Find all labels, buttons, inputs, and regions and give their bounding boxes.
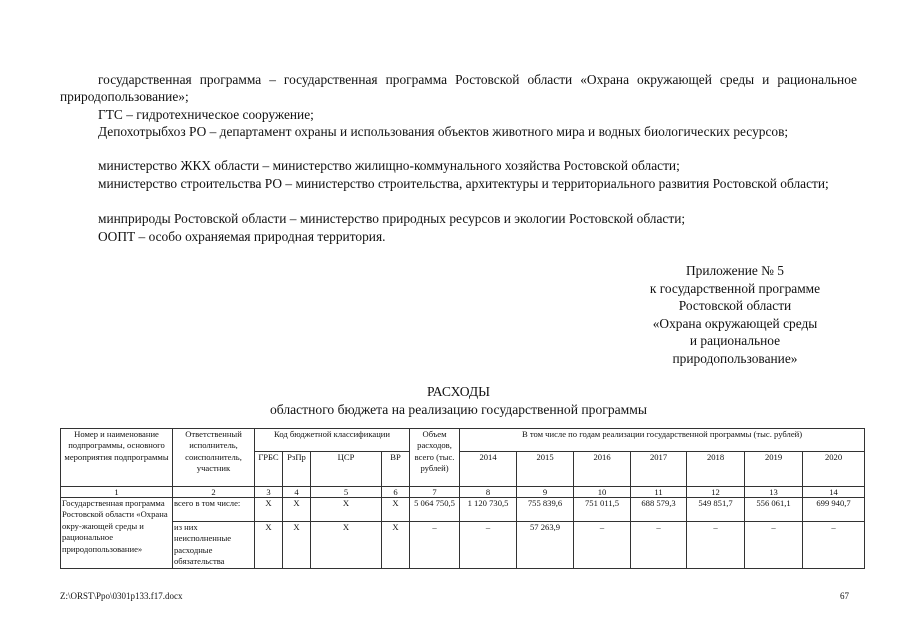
- definition-oopt: ООПТ – особо охраняемая природная территория.: [98, 229, 386, 244]
- document-subtitle: областного бюджета на реализацию государственной программы: [269, 402, 648, 417]
- executor-cell: всего в том числе:: [173, 498, 255, 522]
- column-number-row: [61, 487, 865, 498]
- year-cell: 57 263,9: [517, 522, 574, 569]
- budget-table: [60, 428, 865, 569]
- header-year-2014: 2014: [460, 452, 517, 487]
- table-row: [61, 498, 865, 522]
- header-rzpr: РзПр: [283, 452, 311, 487]
- csr-cell: X: [311, 522, 382, 569]
- appendix-line: к государственной программе: [649, 280, 821, 296]
- grbs-cell: X: [255, 498, 283, 522]
- executor-cell: из них неисполненные расходные обязательства: [173, 522, 255, 569]
- header-year-2017: 2017: [631, 452, 687, 487]
- definition-gts: ГТС – гидротехническое сооружение;: [98, 107, 314, 122]
- header-vr: ВР: [382, 452, 410, 487]
- header-grbs: ГРБС: [255, 452, 283, 487]
- column-number: 4: [283, 487, 311, 498]
- appendix-line: «Охрана окружающей среды: [652, 315, 818, 331]
- header-budget-code: Код бюджетной классификации: [255, 429, 410, 452]
- rzpr-cell: X: [283, 522, 311, 569]
- column-number: 1: [61, 487, 173, 498]
- column-number: 11: [631, 487, 687, 498]
- year-cell: –: [803, 522, 865, 569]
- column-number: 14: [803, 487, 865, 498]
- year-cell: –: [631, 522, 687, 569]
- column-number: 7: [410, 487, 460, 498]
- definition-minprirody: минприроды Ростовской области – министерство природных ресурсов и экологии Ростовской области;: [98, 211, 686, 226]
- header-years-group: В том числе по годам реализации государственной программы (тыс. рублей): [460, 429, 865, 452]
- appendix-line: природопользование»: [672, 350, 798, 366]
- header-csr: ЦСР: [311, 452, 382, 487]
- column-number: 6: [382, 487, 410, 498]
- header-year-2019: 2019: [745, 452, 803, 487]
- year-cell: 549 851,7: [687, 498, 745, 522]
- appendix-line: и рациональное: [689, 333, 781, 349]
- column-number: 9: [517, 487, 574, 498]
- program-name-cell: Государственная программа Ростовской области «Охрана окру-жающей среды и рациональное природопользование»: [61, 498, 173, 569]
- header-name: Номер и наименование подпрограммы, основного мероприятия подпрограммы: [61, 429, 173, 487]
- column-number: 2: [173, 487, 255, 498]
- column-number: 5: [311, 487, 382, 498]
- rzpr-cell: X: [283, 498, 311, 522]
- header-executor: Ответственный исполнитель, соисполнитель, участник: [173, 429, 255, 487]
- header-total: Объем расходов, всего (тыс. рублей): [410, 429, 460, 487]
- vr-cell: X: [382, 498, 410, 522]
- year-cell: –: [745, 522, 803, 569]
- definition-ministry-construction: министерство строительства РО – министерство строительства, архитектуры и территориального развития Ростовской области;: [98, 176, 829, 191]
- year-cell: 755 839,6: [517, 498, 574, 522]
- header-year-2020: 2020: [803, 452, 865, 487]
- appendix-header: [620, 262, 850, 368]
- appendix-line: Ростовской области: [678, 298, 792, 314]
- footer-file-path: Z:\ORST\Ppo\0301p133.f17.docx: [60, 591, 183, 601]
- column-number: 8: [460, 487, 517, 498]
- year-cell: 699 940,7: [803, 498, 865, 522]
- definition-state-program: государственная программа – государственная программа Ростовской области «Охрана окружающей среды и рациональное природопользование»;: [60, 72, 857, 104]
- header-year-2016: 2016: [574, 452, 631, 487]
- year-cell: 751 011,5: [574, 498, 631, 522]
- definition-depokhotrybkhoz: Депохотрыбхоз РО – департамент охраны и использования объектов животного мира и водных биологических ресурсов;: [98, 124, 789, 139]
- total-cell: 5 064 750,5: [410, 498, 460, 522]
- document-title: РАСХОДЫ: [426, 384, 491, 399]
- year-cell: –: [687, 522, 745, 569]
- vr-cell: X: [382, 522, 410, 569]
- year-cell: –: [574, 522, 631, 569]
- csr-cell: X: [311, 498, 382, 522]
- year-cell: –: [460, 522, 517, 569]
- column-number: 10: [574, 487, 631, 498]
- header-year-2018: 2018: [687, 452, 745, 487]
- total-cell: –: [410, 522, 460, 569]
- year-cell: 1 120 730,5: [460, 498, 517, 522]
- column-number: 3: [255, 487, 283, 498]
- year-cell: 556 061,1: [745, 498, 803, 522]
- footer-page-number: 67: [840, 591, 849, 601]
- column-number: 12: [687, 487, 745, 498]
- table-row: [61, 522, 865, 569]
- appendix-line: Приложение № 5: [685, 263, 785, 278]
- year-cell: 688 579,3: [631, 498, 687, 522]
- definition-ministry-zhkh: министерство ЖКХ области – министерство жилищно-коммунального хозяйства Ростовской области;: [98, 158, 680, 173]
- column-number: 13: [745, 487, 803, 498]
- header-year-2015: 2015: [517, 452, 574, 487]
- grbs-cell: X: [255, 522, 283, 569]
